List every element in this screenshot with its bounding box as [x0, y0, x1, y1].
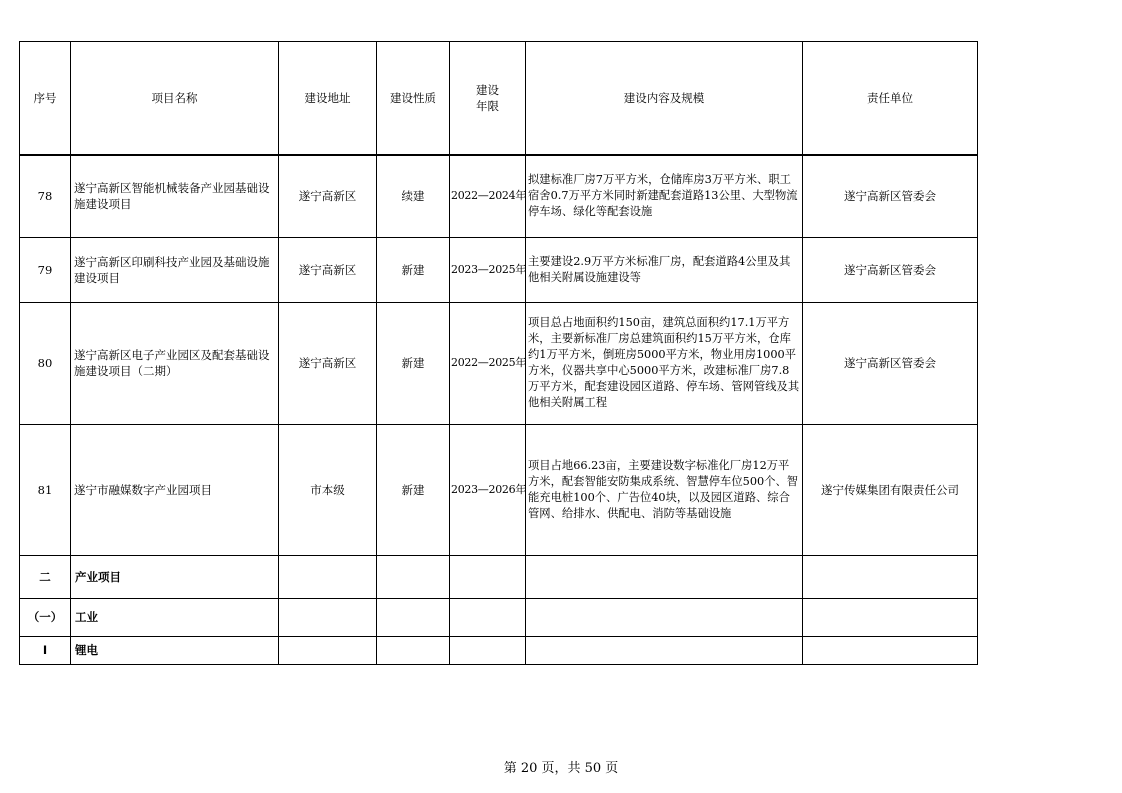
row-seq: 81 — [20, 424, 71, 555]
section-row — [20, 636, 978, 664]
row-nature: 新建 — [377, 302, 450, 424]
header-unit: 责任单位 — [803, 42, 978, 156]
row-unit: 遂宁高新区管委会 — [803, 237, 978, 302]
row-content: 项目占地66.23亩，主要建设数字标准化厂房12万平方米，配套智能安防集成系统、智慧停车位500个、智能充电桩100个、广告位40块，以及园区道路、综合管网、给排水、供配电、消防等基础设施 — [526, 424, 803, 555]
empty-cell — [526, 636, 803, 664]
table-header-row — [20, 42, 978, 156]
empty-cell — [803, 598, 978, 636]
header-nature: 建设性质 — [377, 42, 450, 156]
row-unit: 遂宁传媒集团有限责任公司 — [803, 424, 978, 555]
empty-cell — [526, 598, 803, 636]
row-address: 市本级 — [279, 424, 377, 555]
header-seq: 序号 — [20, 42, 71, 156]
empty-cell — [279, 598, 377, 636]
section-row — [20, 598, 978, 636]
row-unit: 遂宁高新区管委会 — [803, 155, 978, 237]
empty-cell — [377, 636, 450, 664]
section-seq: 二 — [20, 555, 71, 598]
row-unit: 遂宁高新区管委会 — [803, 302, 978, 424]
row-nature: 新建 — [377, 237, 450, 302]
empty-cell — [803, 636, 978, 664]
table-row — [20, 424, 978, 555]
row-content: 项目总占地面积约150亩，建筑总面积约17.1万平方米，主要新标准厂房总建筑面积约15万平方米，仓库约1万平方米，倒班房5000平方米，物业用房1000平方米，仪器共享中心5000平方米，改建标准厂房7.8万平方米，配套建设园区道路、停车场、管网管线及其他相关附属工程 — [526, 302, 803, 424]
row-nature: 新建 — [377, 424, 450, 555]
row-address: 遂宁高新区 — [279, 302, 377, 424]
header-period-line1: 建设 — [476, 83, 499, 97]
empty-cell — [279, 555, 377, 598]
row-period: 2023—2026年 — [450, 424, 526, 555]
page-number: 第 20 页，共 50 页 — [503, 761, 619, 776]
empty-cell — [450, 636, 526, 664]
section-seq: （一） — [20, 598, 71, 636]
row-address: 遂宁高新区 — [279, 155, 377, 237]
header-address: 建设地址 — [279, 42, 377, 156]
header-period — [450, 42, 526, 156]
section-seq: I — [20, 636, 71, 664]
table-row — [20, 302, 978, 424]
row-seq: 78 — [20, 155, 71, 237]
row-project-name: 遂宁市融媒数字产业园项目 — [71, 424, 279, 555]
header-content: 建设内容及规模 — [526, 42, 803, 156]
empty-cell — [803, 555, 978, 598]
row-content: 主要建设2.9万平方米标准厂房，配套道路4公里及其他相关附属设施建设等 — [526, 237, 803, 302]
row-period: 2022—2025年 — [450, 302, 526, 424]
header-project-name: 项目名称 — [71, 42, 279, 156]
row-nature: 续建 — [377, 155, 450, 237]
row-project-name: 遂宁高新区电子产业园区及配套基础设施建设项目（二期） — [71, 302, 279, 424]
empty-cell — [279, 636, 377, 664]
row-period: 2022—2024年 — [450, 155, 526, 237]
row-content: 拟建标准厂房7万平方米，仓储库房3万平方米、职工宿舍0.7万平方米同时新建配套道路13公里、大型物流停车场、绿化等配套设施 — [526, 155, 803, 237]
row-project-name: 遂宁高新区智能机械装备产业园基础设施建设项目 — [71, 155, 279, 237]
empty-cell — [526, 555, 803, 598]
section-row — [20, 555, 978, 598]
section-name: 锂电 — [71, 636, 279, 664]
empty-cell — [450, 598, 526, 636]
project-table — [19, 41, 978, 665]
row-period: 2023—2025年 — [450, 237, 526, 302]
row-seq: 79 — [20, 237, 71, 302]
row-address: 遂宁高新区 — [279, 237, 377, 302]
section-name: 工业 — [71, 598, 279, 636]
empty-cell — [450, 555, 526, 598]
header-period-line2: 年限 — [476, 99, 499, 113]
row-project-name: 遂宁高新区印刷科技产业园及基础设施建设项目 — [71, 237, 279, 302]
empty-cell — [377, 598, 450, 636]
row-seq: 80 — [20, 302, 71, 424]
empty-cell — [377, 555, 450, 598]
section-name: 产业项目 — [71, 555, 279, 598]
table-row — [20, 155, 978, 237]
table-row — [20, 237, 978, 302]
